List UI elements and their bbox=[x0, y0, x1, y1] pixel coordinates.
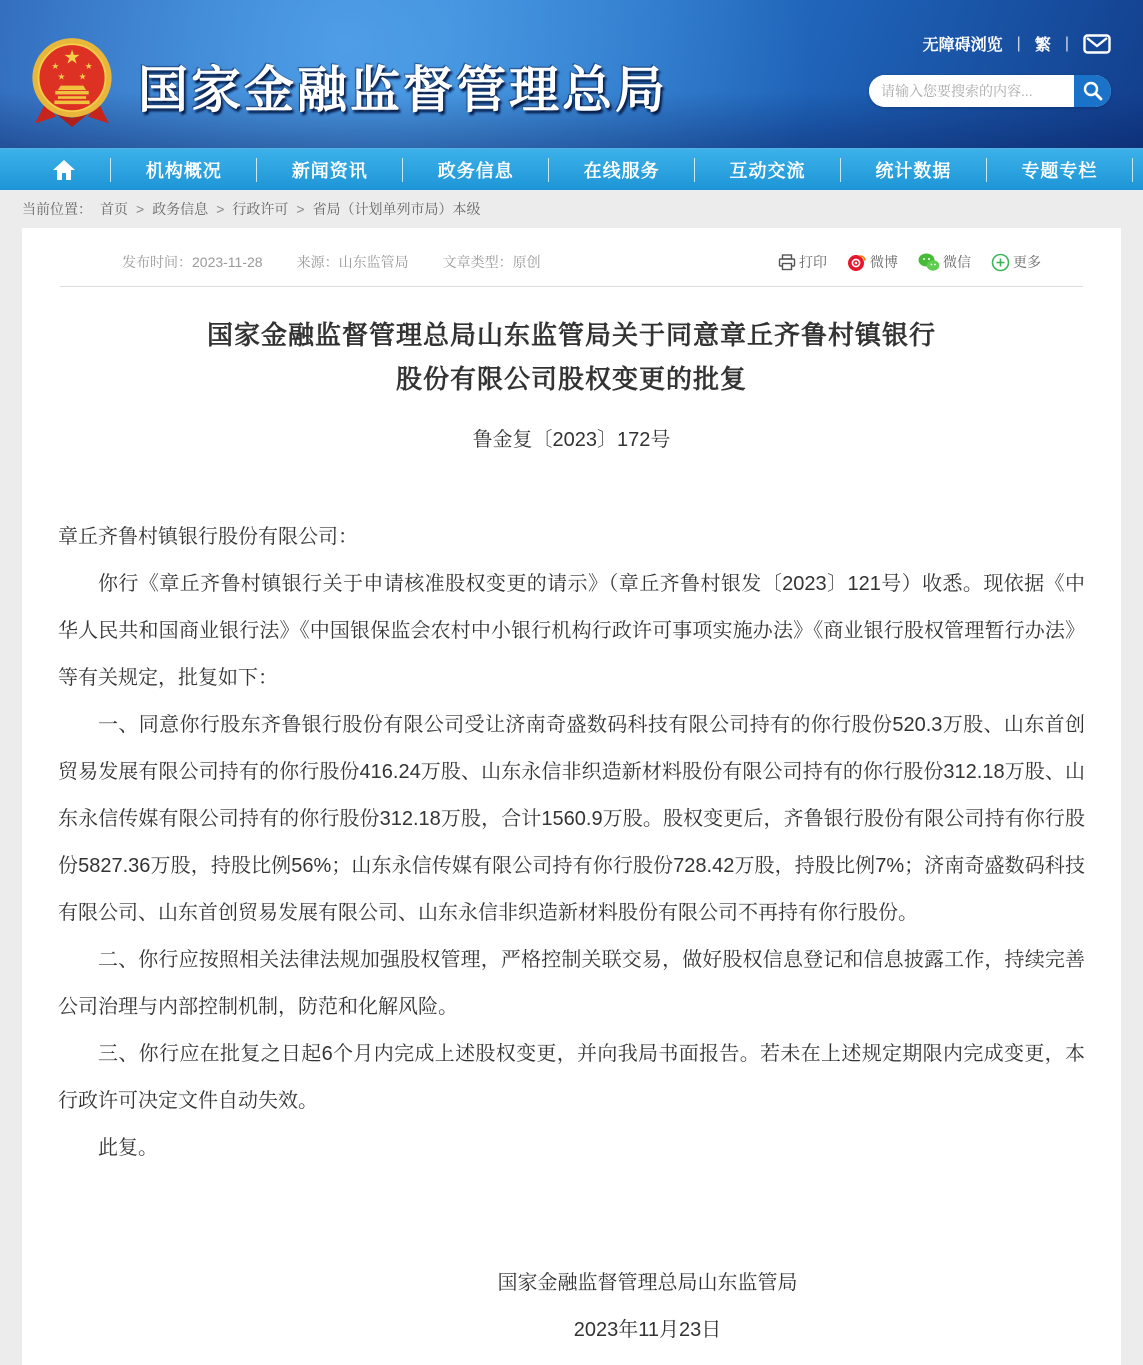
search-input[interactable] bbox=[869, 75, 1074, 107]
nav-item-statistics[interactable]: 统计数据 bbox=[875, 160, 952, 181]
svg-text:★: ★ bbox=[51, 60, 60, 71]
main-nav bbox=[0, 148, 1143, 190]
search-bar bbox=[869, 75, 1111, 107]
document-number: 鲁金复〔2023〕172号 bbox=[472, 429, 671, 451]
closing-remark: 此复。 bbox=[98, 1137, 158, 1159]
breadcrumb-separator: > bbox=[216, 201, 225, 217]
article-type-label: 文章类型： bbox=[442, 254, 513, 270]
breadcrumb-item-administrative-license[interactable]: 行政许可 bbox=[232, 201, 289, 217]
nav-item-institution-overview[interactable]: 机构概况 bbox=[145, 160, 222, 181]
publish-time bbox=[122, 252, 263, 272]
svg-text:★: ★ bbox=[63, 46, 81, 69]
document-title bbox=[58, 313, 1085, 401]
printer-icon bbox=[778, 254, 796, 271]
nav-divider bbox=[110, 158, 111, 182]
breadcrumb-item-home[interactable]: 首页 bbox=[100, 201, 128, 217]
national-emblem-logo bbox=[28, 35, 116, 131]
wechat-label: 微信 bbox=[943, 254, 971, 270]
article-type bbox=[443, 252, 541, 272]
article-container bbox=[22, 228, 1121, 1365]
weibo-icon bbox=[847, 252, 867, 272]
nav-divider bbox=[402, 158, 403, 182]
brand bbox=[28, 18, 668, 148]
more-share-button[interactable] bbox=[991, 252, 1041, 272]
nav-item-news[interactable]: 新闻资讯 bbox=[291, 160, 368, 181]
home-icon bbox=[52, 159, 76, 181]
breadcrumb-separator: > bbox=[136, 201, 145, 217]
weibo-label: 微博 bbox=[870, 254, 898, 270]
nav-divider bbox=[840, 158, 841, 182]
publish-time-value: 2023-11-28 bbox=[192, 254, 263, 270]
site-title: 国家金融监督管理总局 bbox=[138, 62, 668, 118]
more-label: 更多 bbox=[1013, 254, 1041, 270]
nav-item-online-service[interactable]: 在线服务 bbox=[583, 160, 660, 181]
search-icon bbox=[1082, 80, 1104, 102]
paragraph-item-1: 一、同意你行股东齐鲁银行股份有限公司受让济南奇盛数码科技有限公司持有的你行股份520.3万股、山东首创贸易发展有限公司持有的你行股份416.24万股、山东永信非织造新材料股份有限公司持有的你行股份312.18万股、山东永信传媒有限公司持有的你行股份312.18万股，合计1560.9万股。股权变更后，齐鲁银行股份有限公司持有你行股份5827.36万股，持股比例56%；山东永信传媒有限公司持有你行股份728.42万股，持股比例7%；济南奇盛数码科技有限公司、山东首创贸易发展有限公司、山东永信非织造新材料股份有限公司不再持有你行股份。 bbox=[58, 714, 1085, 924]
search-button[interactable] bbox=[1074, 75, 1111, 107]
signature-org: 国家金融监督管理总局山东监管局 bbox=[497, 1272, 798, 1294]
nav-divider bbox=[986, 158, 987, 182]
source bbox=[297, 252, 409, 272]
meta-divider bbox=[60, 286, 1083, 287]
salutation: 章丘齐鲁村镇银行股份有限公司： bbox=[58, 526, 358, 548]
document-title-line1: 国家金融监督管理总局山东监管局关于同意章丘齐鲁村镇银行 bbox=[206, 320, 936, 350]
breadcrumb-label: 当前位置： bbox=[22, 201, 92, 217]
paragraph-item-2: 二、你行应按照相关法律法规加强股权管理，严格控制关联交易，做好股权信息登记和信息披露工作，持续完善公司治理与内部控制机制，防范和化解风险。 bbox=[58, 949, 1085, 1018]
utility-separator: | bbox=[1016, 34, 1021, 52]
nav-divider bbox=[548, 158, 549, 182]
document-title-line2: 股份有限公司股权变更的批复 bbox=[395, 364, 747, 394]
nav-divider bbox=[1132, 158, 1133, 182]
paragraph-intro: 你行《章丘齐鲁村镇银行关于申请核准股权变更的请示》（章丘齐鲁村银发〔2023〕121号）收悉。现依据《中华人民共和国商业银行法》《中国银保监会农村中小银行机构行政许可事项实施办法》《商业银行股权管理暂行办法》等有关规定，批复如下： bbox=[58, 573, 1085, 689]
wechat-share-button[interactable] bbox=[918, 252, 971, 272]
breadcrumb-separator: > bbox=[296, 201, 305, 217]
svg-text:★: ★ bbox=[78, 71, 87, 82]
source-label: 来源： bbox=[296, 254, 339, 270]
breadcrumb bbox=[0, 190, 1143, 228]
signature-date: 2023年11月23日 bbox=[573, 1319, 722, 1341]
site-header bbox=[0, 0, 1143, 148]
nav-divider bbox=[256, 158, 257, 182]
traditional-chinese-link[interactable]: 繁 bbox=[1034, 37, 1051, 54]
print-button[interactable] bbox=[778, 252, 827, 272]
svg-text:★: ★ bbox=[84, 60, 93, 71]
wechat-icon bbox=[918, 253, 940, 272]
nav-divider bbox=[694, 158, 695, 182]
signature-block bbox=[134, 1260, 1143, 1354]
plus-circle-icon bbox=[991, 253, 1010, 272]
document-body bbox=[58, 514, 1085, 1172]
source-value: 山东监管局 bbox=[338, 254, 409, 270]
nav-item-interaction[interactable]: 互动交流 bbox=[729, 160, 806, 181]
article-meta-row bbox=[58, 252, 1085, 272]
print-label: 打印 bbox=[799, 254, 827, 270]
header-utility-bar bbox=[923, 32, 1125, 55]
publish-time-label: 发布时间： bbox=[122, 254, 192, 270]
paragraph-item-3: 三、你行应在批复之日起6个月内完成上述股权变更，并向我局书面报告。若未在上述规定期限内完成变更，本行政许可决定文件自动失效。 bbox=[58, 1043, 1085, 1112]
nav-item-special-topics[interactable]: 专题专栏 bbox=[1021, 160, 1098, 181]
nav-item-government-info[interactable]: 政务信息 bbox=[437, 160, 514, 181]
share-toolbar bbox=[778, 252, 1041, 272]
nav-home[interactable] bbox=[52, 159, 76, 181]
breadcrumb-item-government-info[interactable]: 政务信息 bbox=[152, 201, 209, 217]
breadcrumb-item-provincial-bureau[interactable]: 省局（计划单列市局）本级 bbox=[312, 201, 481, 217]
weibo-share-button[interactable] bbox=[847, 252, 898, 272]
accessibility-link[interactable]: 无障碍浏览 bbox=[922, 37, 1003, 54]
svg-text:★: ★ bbox=[57, 71, 66, 82]
article-type-value: 原创 bbox=[512, 254, 541, 270]
utility-separator: | bbox=[1064, 34, 1069, 52]
mail-icon[interactable] bbox=[1083, 34, 1111, 54]
